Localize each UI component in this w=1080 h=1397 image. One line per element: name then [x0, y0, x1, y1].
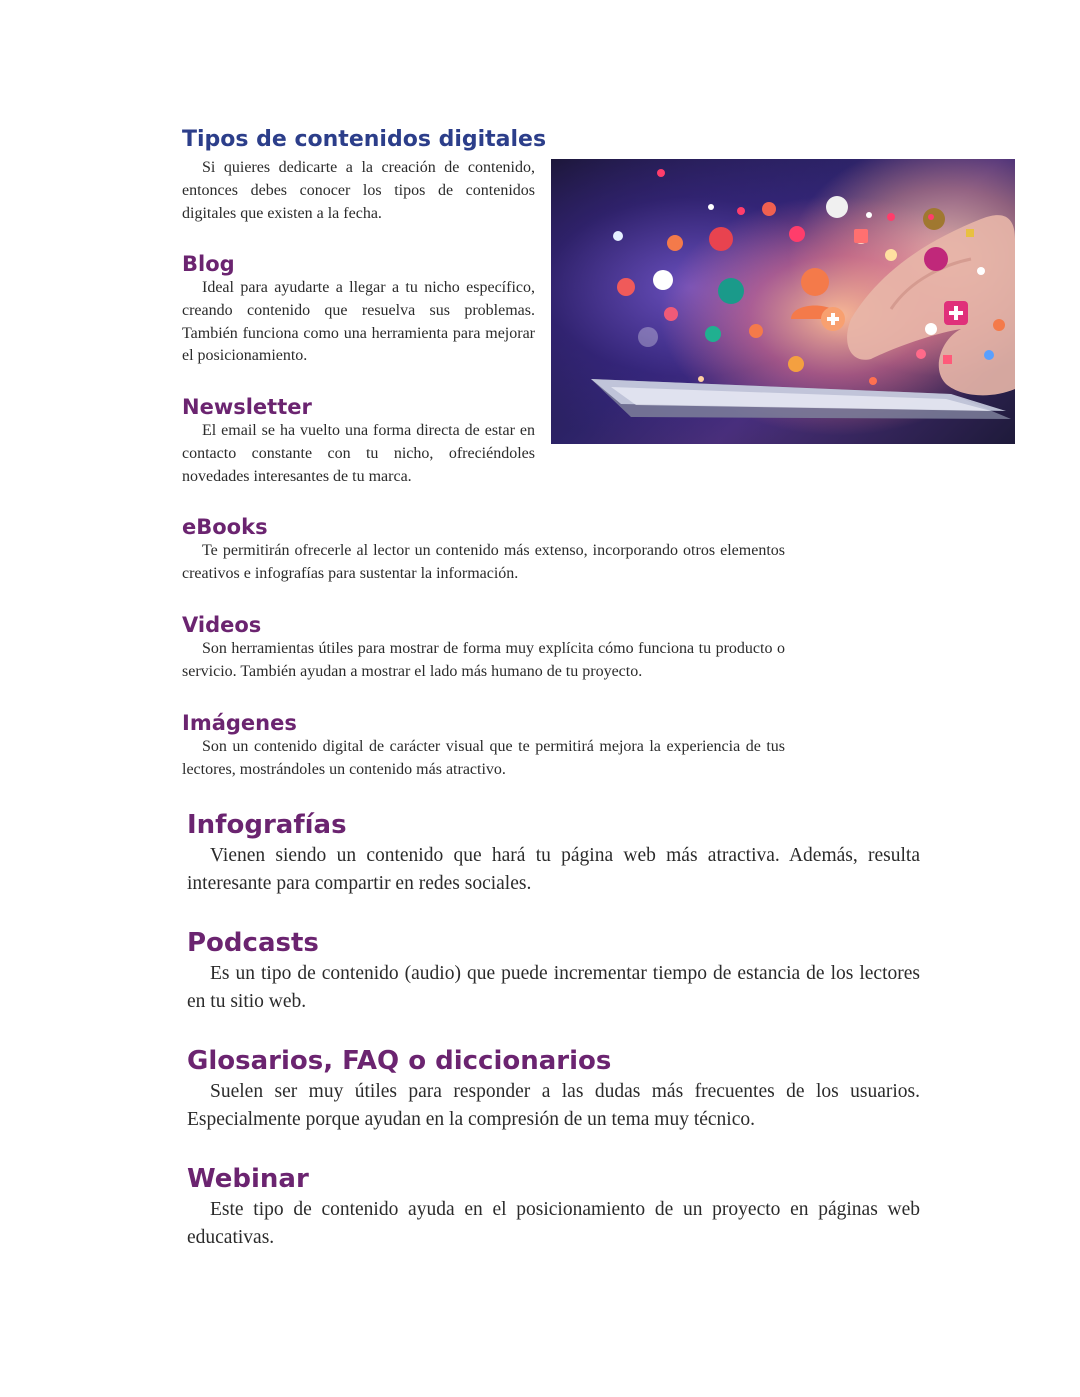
section-body: Ideal para ayudarte a llegar a tu nicho específico, creando contenido que resuelva sus problemas. También funciona como una herramienta para mejorar el posicionamiento. [182, 279, 535, 365]
section-heading: Podcasts [187, 928, 319, 958]
hero-illustration [551, 159, 1015, 444]
section-webinar [187, 1163, 920, 1252]
page-title: Tipos de contenidos digitales [182, 127, 547, 152]
section-imagenes [182, 710, 785, 782]
section-heading: Newsletter [182, 395, 312, 419]
section-heading: Infografías [187, 810, 347, 840]
social-media-tablet-illustration-icon [551, 159, 1015, 444]
section-heading: eBooks [182, 515, 268, 539]
section-glosarios [187, 1045, 920, 1134]
intro-paragraph: Si quieres dedicarte a la creación de contenido, entonces debes conocer los tipos de contenidos digitales que existen a la fecha. [182, 159, 535, 222]
section-heading: Glosarios, FAQ o diccionarios [187, 1046, 612, 1076]
section-blog [182, 251, 535, 368]
section-infografias [187, 809, 920, 898]
section-heading: Blog [182, 252, 235, 276]
section-videos [182, 612, 785, 684]
section-newsletter [182, 394, 535, 488]
section-body: Te permitirán ofrecerle al lector un contenido más extenso, incorporando otros elementos creativos e infografías para sustentar la información. [182, 542, 785, 582]
section-ebooks [182, 514, 785, 586]
section-body: Son herramientas útiles para mostrar de forma muy explícita cómo funciona tu producto o servicio. También ayudan a mostrar el lado más humano de tu proyecto. [182, 640, 785, 680]
section-body: Es un tipo de contenido (audio) que puede incrementar tiempo de estancia de los lectores en tu sitio web. [187, 963, 920, 1012]
section-heading: Imágenes [182, 711, 297, 735]
section-podcasts [187, 927, 920, 1016]
intro-section [182, 157, 535, 225]
section-body: Son un contenido digital de carácter visual que te permitirá mejora la experiencia de tus lectores, mostrándoles un contenido más atractivo. [182, 738, 785, 778]
section-body: Este tipo de contenido ayuda en el posicionamiento de un proyecto en páginas web educativas. [187, 1199, 920, 1248]
section-heading: Videos [182, 613, 262, 637]
section-body: El email se ha vuelto una forma directa de estar en contacto constante con tu nicho, ofreciéndoles novedades interesantes de tu marca. [182, 422, 535, 485]
section-body: Suelen ser muy útiles para responder a las dudas más frecuentes de los usuarios. Especialmente porque ayudan en la compresión de un tema muy técnico. [187, 1081, 920, 1130]
section-body: Vienen siendo un contenido que hará tu página web más atractiva. Además, resulta interesante para compartir en redes sociales. [187, 845, 920, 894]
section-heading: Webinar [187, 1164, 309, 1194]
